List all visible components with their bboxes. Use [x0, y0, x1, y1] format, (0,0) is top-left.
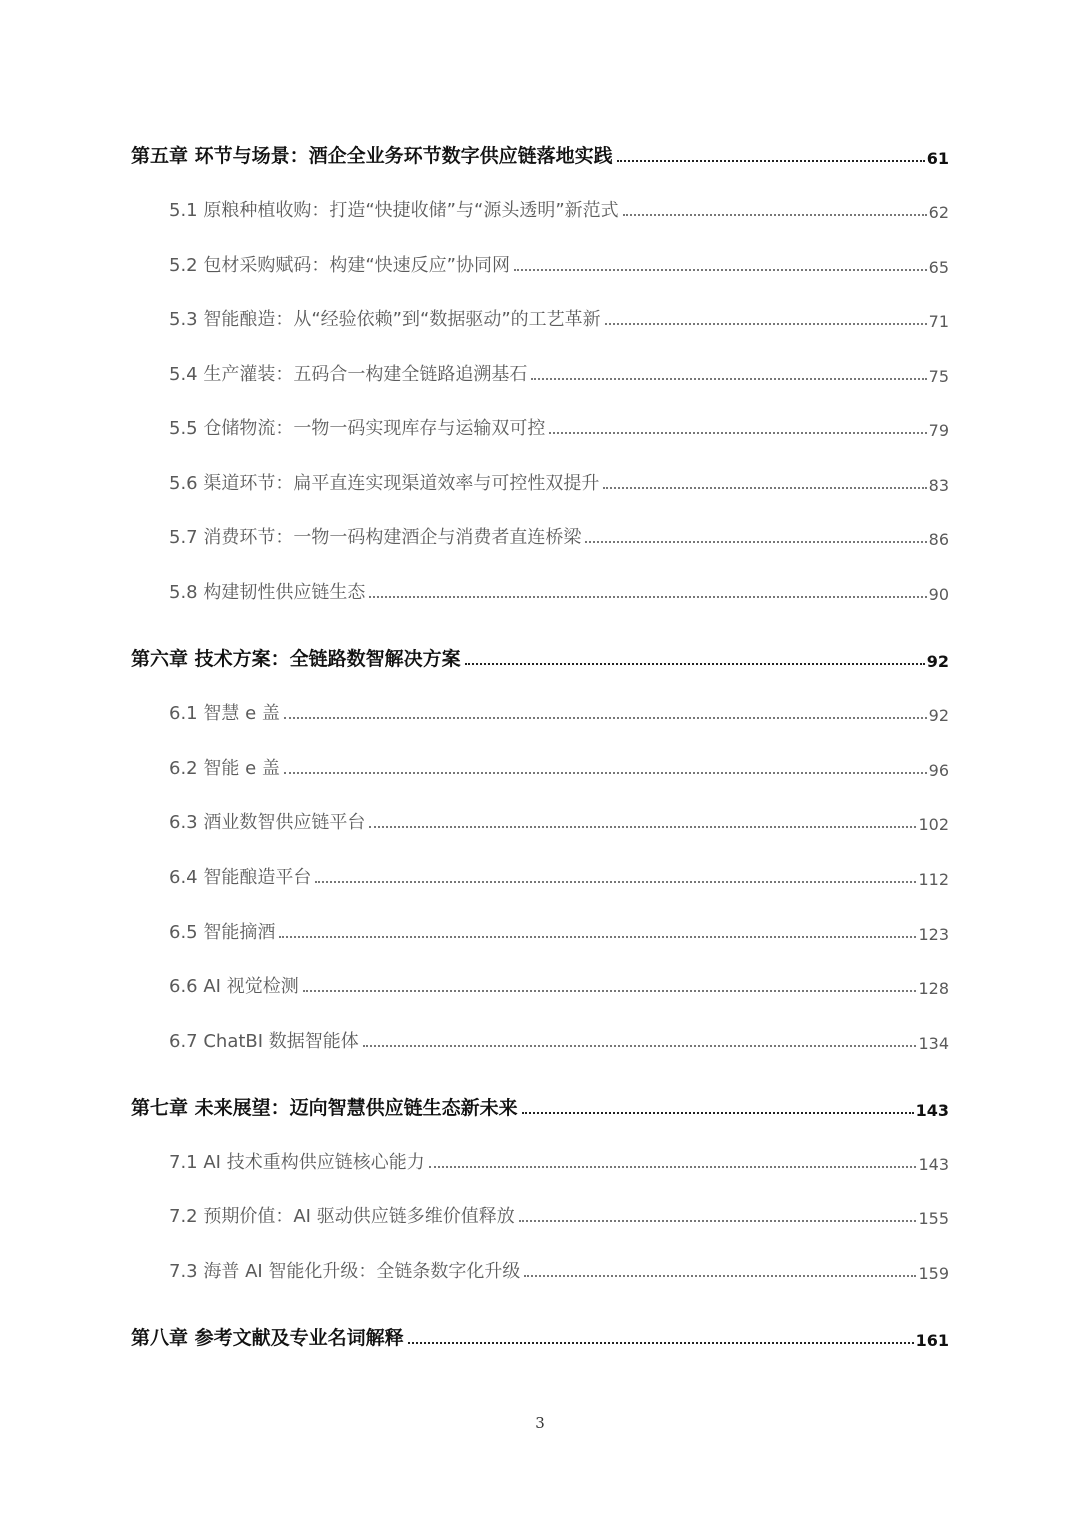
dot-leader	[522, 1112, 914, 1114]
dot-leader	[284, 717, 927, 719]
toc-entry-page: 161	[915, 1331, 949, 1350]
toc-entry-page: 123	[918, 925, 949, 944]
dot-leader	[531, 378, 926, 380]
toc-section-5-2[interactable]	[131, 237, 949, 277]
toc-entry-page: 92	[926, 652, 949, 671]
dot-leader	[369, 596, 926, 598]
toc-section-6-6[interactable]	[131, 958, 949, 998]
dot-leader	[369, 826, 916, 828]
toc-section-5-1[interactable]	[131, 182, 949, 222]
toc-entry-page: 143	[915, 1101, 949, 1120]
toc-chapter-6[interactable]	[131, 631, 949, 671]
toc-entry-page: 92	[928, 706, 949, 725]
toc-entry-page: 134	[918, 1034, 949, 1053]
toc-entry-title: 第五章 环节与场景：酒企全业务环节数字供应链落地实践	[131, 145, 613, 167]
toc-entry-title: 第八章 参考文献及专业名词解释	[131, 1327, 404, 1349]
table-of-contents	[131, 128, 949, 1358]
toc-section-5-6[interactable]	[131, 455, 949, 495]
toc-entry-page: 128	[918, 979, 949, 998]
toc-entry-title: 5.6 渠道环节：扁平直连实现渠道效率与可控性双提升	[169, 473, 600, 494]
dot-leader	[429, 1166, 917, 1168]
toc-entry-page: 83	[928, 476, 949, 495]
dot-leader	[524, 1275, 916, 1277]
toc-entry-page: 159	[918, 1264, 949, 1283]
toc-entry-title: 5.8 构建韧性供应链生态	[169, 582, 366, 603]
dot-leader	[284, 772, 927, 774]
dot-leader	[549, 432, 926, 434]
toc-section-7-2[interactable]	[131, 1188, 949, 1228]
toc-entry-title: 6.4 智能酿造平台	[169, 867, 312, 888]
toc-entry-title: 7.3 海普 AI 智能化升级：全链条数字化升级	[169, 1261, 521, 1282]
dot-leader	[514, 269, 927, 271]
toc-section-6-7[interactable]	[131, 1013, 949, 1053]
toc-entry-page: 86	[928, 530, 949, 549]
toc-section-5-7[interactable]	[131, 509, 949, 549]
dot-leader	[465, 663, 925, 665]
toc-entry-page: 62	[928, 203, 949, 222]
toc-chapter-7[interactable]	[131, 1080, 949, 1120]
toc-entry-title: 5.7 消费环节：一物一码构建酒企与消费者直连桥梁	[169, 527, 582, 548]
dot-leader	[303, 990, 917, 992]
toc-entry-title: 6.2 智能 e 盖	[169, 758, 280, 779]
toc-section-5-4[interactable]	[131, 346, 949, 386]
dot-leader	[519, 1220, 917, 1222]
toc-entry-title: 5.3 智能酿造：从“经验依赖”到“数据驱动”的工艺革新	[169, 309, 601, 330]
toc-entry-title: 6.1 智慧 e 盖	[169, 703, 280, 724]
toc-entry-title: 5.1 原粮种植收购：打造“快捷收储”与“源头透明”新范式	[169, 200, 619, 221]
toc-entry-page: 65	[928, 258, 949, 277]
page-number: 3	[535, 1414, 545, 1432]
dot-leader	[315, 881, 916, 883]
toc-entry-page: 96	[928, 761, 949, 780]
toc-chapter-5[interactable]	[131, 128, 949, 168]
toc-section-6-3[interactable]	[131, 794, 949, 834]
toc-chapter-8[interactable]	[131, 1310, 949, 1350]
toc-entry-title: 6.3 酒业数智供应链平台	[169, 812, 366, 833]
toc-entry-title: 7.2 预期价值：AI 驱动供应链多维价值释放	[169, 1206, 515, 1227]
toc-entry-title: 7.1 AI 技术重构供应链核心能力	[169, 1152, 425, 1173]
toc-entry-page: 102	[918, 815, 949, 834]
toc-entry-page: 90	[928, 585, 949, 604]
toc-section-6-2[interactable]	[131, 740, 949, 780]
toc-entry-title: 5.2 包材采购赋码：构建“快速反应”协同网	[169, 255, 510, 276]
toc-entry-page: 71	[928, 312, 949, 331]
toc-entry-title: 第七章 未来展望：迈向智慧供应链生态新未来	[131, 1097, 518, 1119]
dot-leader	[617, 160, 925, 162]
toc-section-5-3[interactable]	[131, 291, 949, 331]
toc-entry-page: 155	[918, 1209, 949, 1228]
toc-section-6-4[interactable]	[131, 849, 949, 889]
toc-section-5-5[interactable]	[131, 400, 949, 440]
toc-entry-page: 143	[918, 1155, 949, 1174]
toc-section-7-1[interactable]	[131, 1134, 949, 1174]
dot-leader	[623, 214, 927, 216]
dot-leader	[603, 487, 926, 489]
toc-entry-page: 112	[918, 870, 949, 889]
toc-entry-title: 6.7 ChatBI 数据智能体	[169, 1031, 359, 1052]
toc-entry-page: 61	[926, 149, 949, 168]
dot-leader	[605, 323, 927, 325]
dot-leader	[408, 1342, 914, 1344]
dot-leader	[363, 1045, 917, 1047]
toc-section-6-5[interactable]	[131, 904, 949, 944]
dot-leader	[585, 541, 926, 543]
toc-section-7-3[interactable]	[131, 1243, 949, 1283]
toc-entry-title: 6.5 智能摘酒	[169, 922, 276, 943]
toc-section-5-8[interactable]	[131, 564, 949, 604]
toc-entry-title: 第六章 技术方案：全链路数智解决方案	[131, 648, 461, 670]
toc-entry-title: 5.4 生产灌装：五码合一构建全链路追溯基石	[169, 364, 528, 385]
toc-entry-page: 75	[928, 367, 949, 386]
dot-leader	[279, 936, 916, 938]
toc-entry-page: 79	[928, 421, 949, 440]
toc-section-6-1[interactable]	[131, 685, 949, 725]
toc-entry-title: 5.5 仓储物流：一物一码实现库存与运输双可控	[169, 418, 546, 439]
toc-entry-title: 6.6 AI 视觉检测	[169, 976, 299, 997]
